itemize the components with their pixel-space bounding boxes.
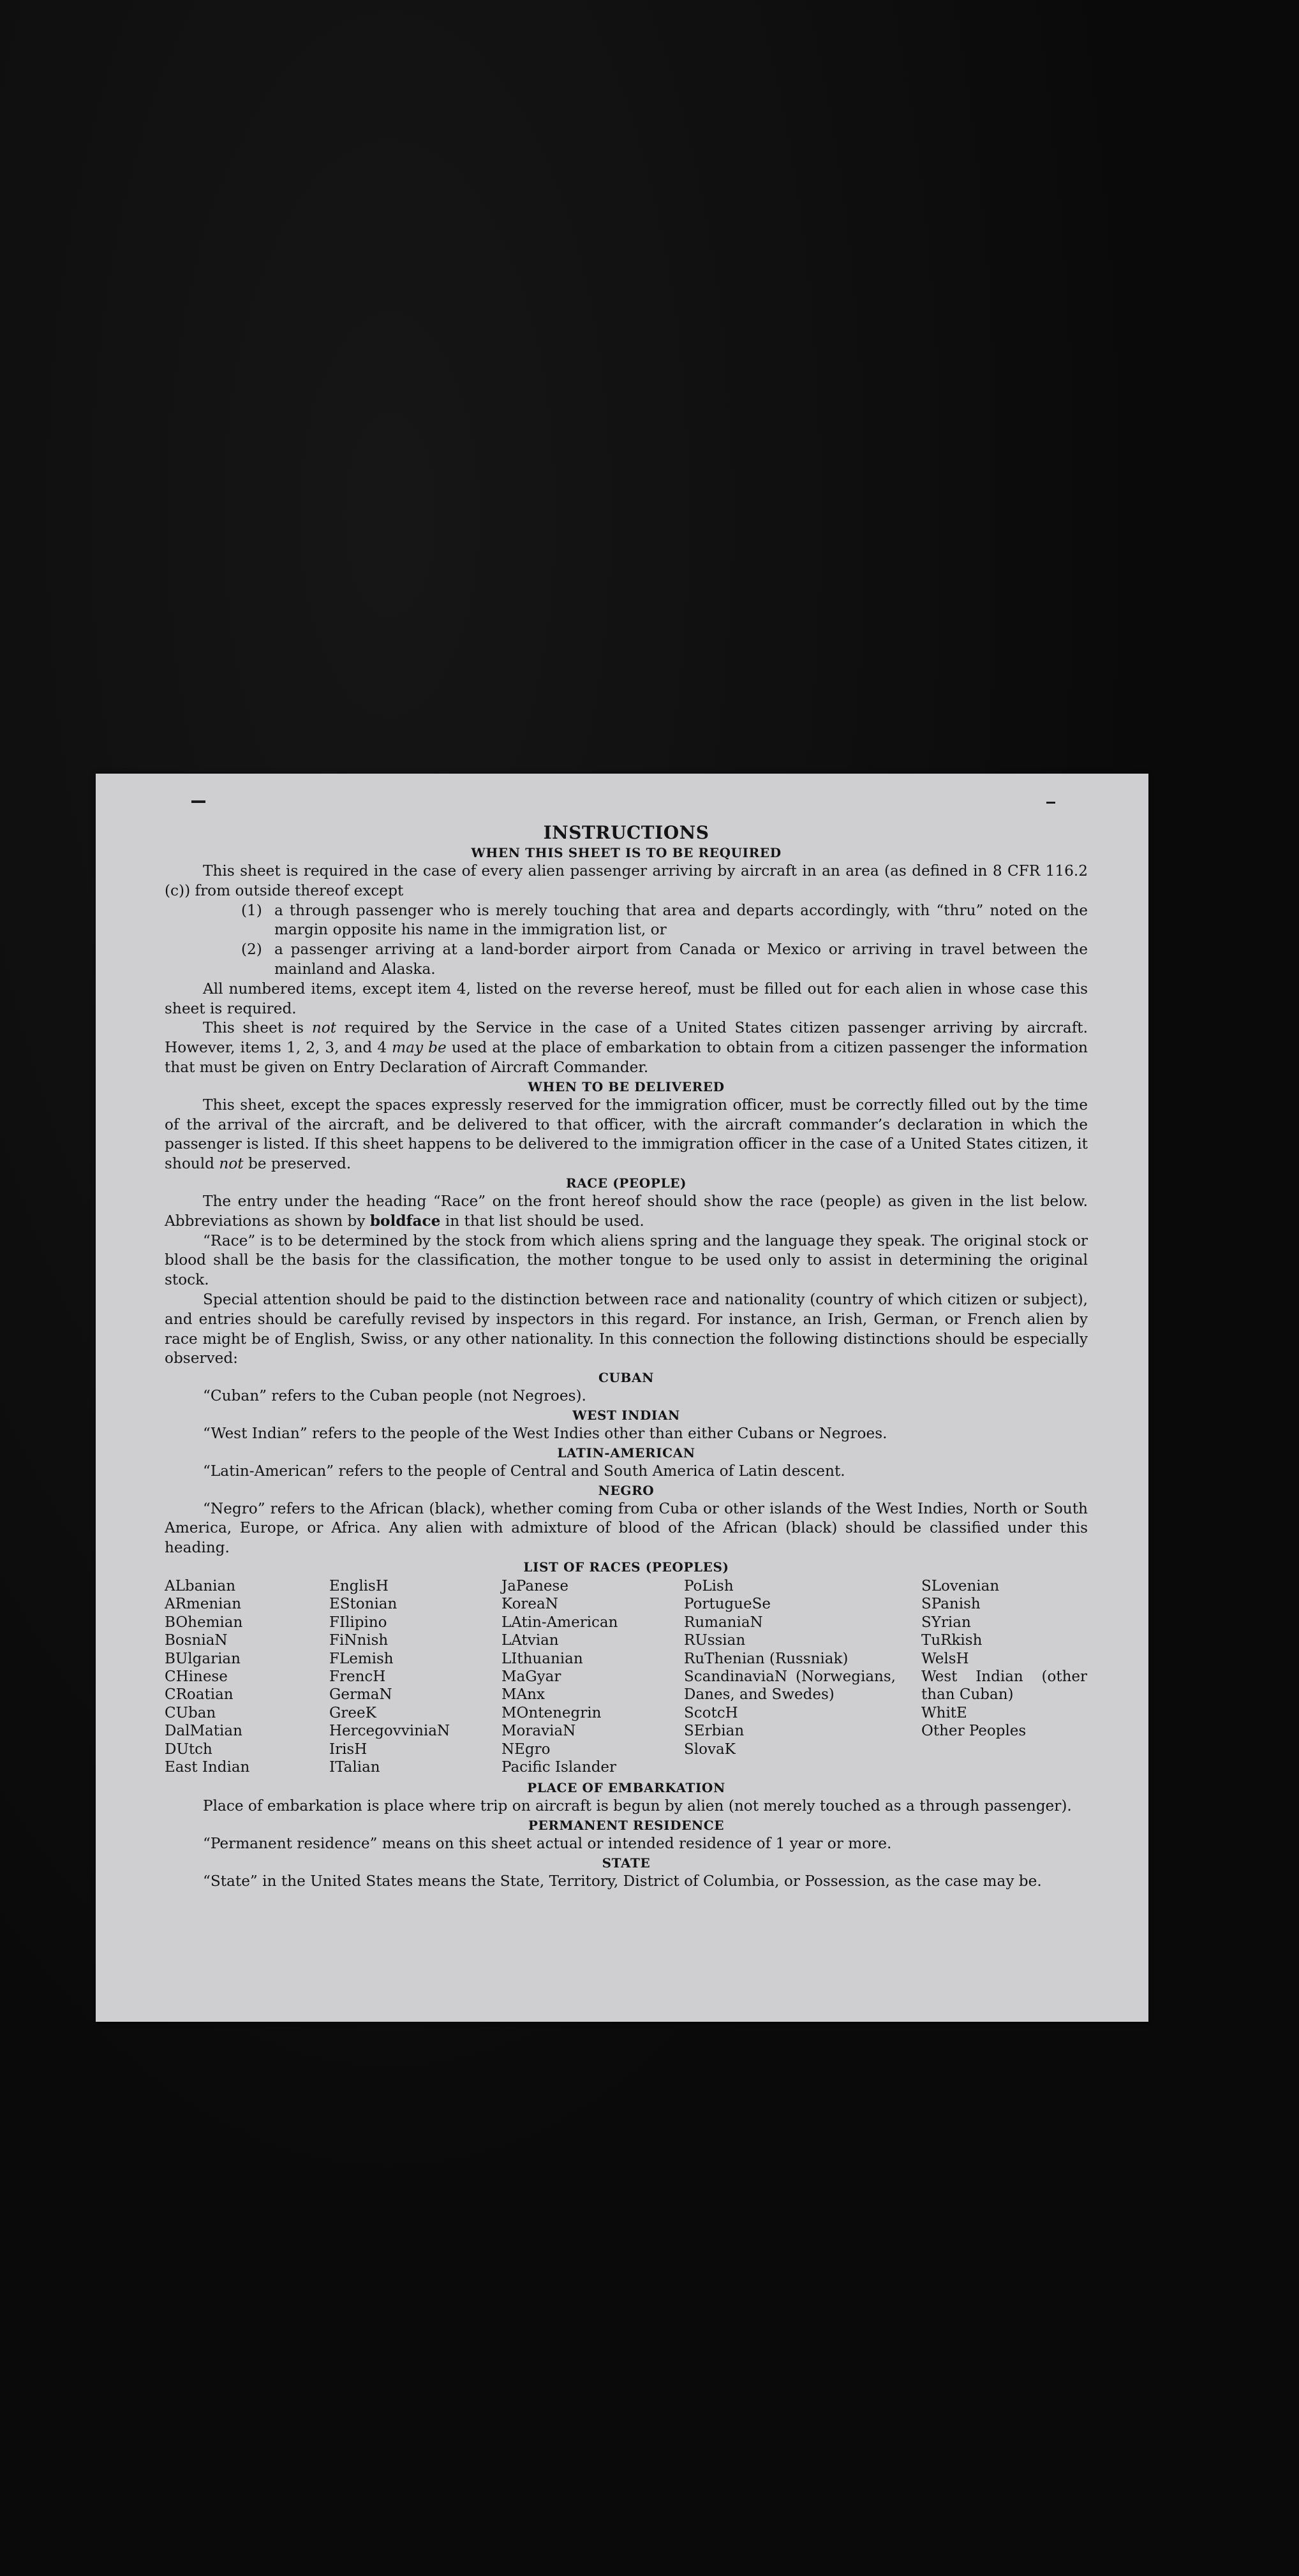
list-item [241,901,1088,941]
race-item: MaGyar [501,1668,561,1685]
italic-text: not [311,1019,337,1037]
race-item: LAtvian [501,1632,559,1649]
text-run: be preserved. [243,1155,352,1173]
section-heading: PERMANENT RESIDENCE [528,1818,725,1834]
section-heading: WHEN TO BE DELIVERED [528,1078,725,1094]
bold-text: boldface [369,1212,441,1230]
race-item: KoreaN [501,1596,558,1613]
race-item: PortugueSe [684,1596,771,1613]
item-number: (2) [241,941,262,959]
race-item: GermaN [329,1686,392,1704]
race-item: ALbanian [165,1577,236,1594]
item-number: (1) [241,901,262,919]
text-run: This sheet, except the spaces expressly reserved for the immigration officer, must be correctly filled out by the time of the arrival of the aircraft, and be delivered to that officer, with the aircraft commander’s declaration in which the passenger is listed. If this sheet happens to be delivered to the immigration officer in the case of a United States citizen, it should [165,1096,1088,1173]
definition-heading: LATIN-AMERICAN [557,1445,695,1461]
definition-text: “Negro” refers to the African (black), whether coming from Cuba or other islands of the West Indies, North or South America, Europe, or Africa. Any alien with admixture of blood of the African (black) should be classified under this heading. [165,1499,1088,1557]
text-run: The entry under the heading “Race” on the front hereof should show the race (people) as given in the list below. Abbreviations as shown by [165,1192,1088,1230]
races-column-2 [329,1577,501,1776]
definition-text: “Latin-American” refers to the people of Central and South America of Latin descent. [203,1462,845,1480]
race-item: ScandinaviaN (Norwegians, Danes, and Swedes) [684,1668,896,1704]
paragraph: Place of embarkation is place where trip on aircraft is begun by alien (not merely touched as a through passenger). [203,1797,1072,1815]
race-item: RumaniaN [684,1614,763,1631]
race-item: BOhemian [165,1614,243,1631]
races-column-3 [501,1577,684,1776]
text-run: in that list should be used. [440,1212,644,1230]
section-heading: PLACE OF EMBARKATION [527,1780,725,1796]
race-item: East Indian [165,1758,250,1776]
definition-text: “West Indian” refers to the people of the West Indies other than either Cubans or Negroes. [203,1424,887,1442]
race-item: Other Peoples [921,1723,1027,1740]
page-title: INSTRUCTIONS [543,822,709,843]
race-item: IrisH [329,1741,367,1758]
paragraph [165,1192,1088,1232]
race-item: BUlgarian [165,1650,241,1667]
race-item: FiNnish [329,1632,389,1649]
instruction-sheet [96,774,1148,2022]
race-item: RUssian [684,1632,746,1649]
race-item: SlovaK [684,1741,736,1758]
definition-text: “Cuban” refers to the Cuban people (not Negroes). [203,1387,586,1405]
definition-heading: NEGRO [598,1482,655,1498]
race-item: FrencH [329,1668,386,1685]
scan-speck [191,800,205,803]
section-heading: RACE (PEOPLE) [565,1175,687,1191]
paragraph: “Race” is to be determined by the stock from which aliens spring and the language they speak. The original stock or blood shall be the basis for the classification, the mother tongue to be used only to assist in determining the original stock. [165,1232,1088,1289]
section-heading: STATE [602,1855,651,1871]
race-item: WhitE [921,1704,967,1721]
paragraph: This sheet is required in the case of every alien passenger arriving by aircraft in an area (as defined in 8 CFR 116.2 (c)) from outside thereof except [165,862,1088,899]
race-item: MOntenegrin [501,1704,602,1721]
race-item: PoLish [684,1577,734,1594]
race-item: LAtin-American [501,1614,618,1631]
definition-heading: CUBAN [598,1370,655,1386]
race-item: DalMatian [165,1723,242,1740]
paragraph: “Permanent residence” means on this sheet actual or intended residence of 1 year or more. [203,1835,892,1853]
item-text: a passenger arriving at a land-border airport from Canada or Mexico or arriving in travel between the mainland and Alaska. [274,941,1088,978]
item-text: a through passenger who is merely touching that area and departs accordingly, with “thru” noted on the margin opposite his name in the immigration list, or [274,901,1088,939]
list-item [241,940,1088,980]
races-list [165,1577,1088,1776]
race-item: ITalian [329,1758,380,1776]
race-item: SErbian [684,1723,745,1740]
text-run: required by the Service in the case of a United States citizen passenger arriving by aircraft. However, items 1, 2, 3, and 4 [165,1019,1088,1057]
races-column-1 [165,1577,329,1776]
race-item: EStonian [329,1596,397,1613]
race-item: ScotcH [684,1704,738,1721]
race-item: JaPanese [501,1577,568,1594]
race-item: SYrian [921,1614,971,1631]
paragraph: All numbered items, except item 4, listed on the reverse hereof, must be filled out for each alien in whose case this sheet is required. [165,980,1088,1017]
race-item: SPanish [921,1596,981,1613]
race-item: BosniaN [165,1632,228,1649]
race-item: West Indian (other than Cuban) [921,1668,1087,1704]
italic-text: may be [392,1039,447,1057]
races-column-4 [684,1577,921,1776]
paragraph: Special attention should be paid to the distinction between race and nationality (country of which citizen or subject), and entries should be carefully revised by inspectors in this regard. For instance, an Irish, German, or French alien by race might be of English, Swiss, or any other nationality. In this connection the following distinctions should be especially observed: [165,1290,1088,1367]
race-item: FIlipino [329,1614,387,1631]
race-item: NEgro [501,1741,551,1758]
paragraph [165,1019,1088,1077]
race-item: MoraviaN [501,1723,576,1740]
scan-speck [1046,802,1055,804]
race-item: LIthuanian [501,1650,583,1667]
race-item: DUtch [165,1741,212,1758]
races-heading: LIST OF RACES (PEOPLES) [523,1559,729,1575]
race-item: CRoatian [165,1686,234,1704]
race-item: SLovenian [921,1577,1000,1594]
section-heading: WHEN THIS SHEET IS TO BE REQUIRED [471,845,782,860]
race-item: Pacific Islander [501,1758,617,1776]
race-item: FLemish [329,1650,394,1667]
paragraph: “State” in the United States means the State, Territory, District of Columbia, or Possession, as the case may be. [203,1872,1042,1890]
race-item: MAnx [501,1686,545,1704]
text-run: This sheet is [203,1019,312,1037]
race-item: ARmenian [165,1596,242,1613]
race-item: CHinese [165,1668,228,1685]
race-item: HercegovviniaN [329,1723,450,1740]
race-item: GreeK [329,1704,376,1721]
race-item: CUban [165,1704,216,1721]
paragraph [165,1096,1088,1174]
race-item: WelsH [921,1650,969,1667]
race-item: TuRkish [921,1632,983,1649]
race-item: EnglisH [329,1577,389,1594]
definition-heading: WEST INDIAN [572,1407,680,1423]
italic-text: not [219,1155,244,1173]
race-item: RuThenian (Russniak) [684,1650,849,1667]
text-run: used at the place of embarkation to obtain from a citizen passenger the information that must be given on Entry Declaration of Aircraft Commander. [165,1039,1088,1076]
races-column-5 [921,1577,1087,1776]
